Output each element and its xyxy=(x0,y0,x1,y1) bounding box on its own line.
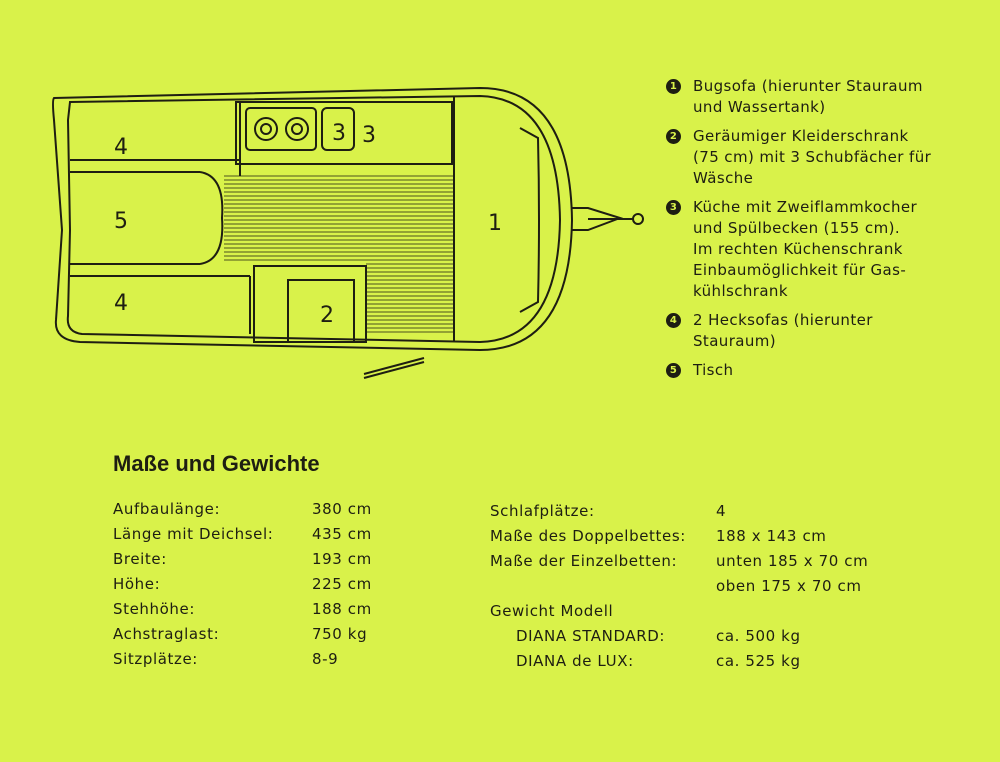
spec-label: Sitzplätze: xyxy=(113,650,198,668)
caravan-floorplan xyxy=(40,80,660,390)
spec-label: Länge mit Deichsel: xyxy=(113,525,274,543)
spec-row xyxy=(490,499,890,524)
dimensions-table-right xyxy=(490,499,890,674)
legend-text: Bugsofa (hierunter Stauraum und Wassertank) xyxy=(693,77,923,116)
spec-value: oben 175 x 70 cm xyxy=(716,577,862,595)
legend-item xyxy=(666,360,966,381)
legend-text: Geräumiger Kleiderschrank (75 cm) mit 3 Schubfächer für Wäsche xyxy=(693,127,932,187)
spec-label: Gewicht Modell xyxy=(490,602,614,620)
spec-value: 193 cm xyxy=(312,550,372,568)
spec-row xyxy=(490,649,890,674)
spec-row xyxy=(113,647,413,672)
legend-text: Tisch xyxy=(693,361,734,379)
label-table: 5 xyxy=(114,209,128,234)
legend-item xyxy=(666,197,966,302)
floorplan-legend xyxy=(666,76,966,389)
dimensions-table-left xyxy=(113,497,413,672)
label-sink: 3 xyxy=(332,121,346,146)
legend-number-badge: 5 xyxy=(666,363,681,378)
spec-row xyxy=(490,624,890,649)
spec-row xyxy=(113,622,413,647)
spec-row xyxy=(490,574,890,599)
spec-value: 188 x 143 cm xyxy=(716,527,827,545)
spec-label: Schlafplätze: xyxy=(490,502,595,520)
label-bow-sofa: 1 xyxy=(488,211,502,236)
spec-value: 750 kg xyxy=(312,625,368,643)
spec-label: Maße der Einzelbetten: xyxy=(490,552,678,570)
floor-hatching xyxy=(224,176,454,332)
legend-text: 2 Hecksofas (hierunter Stauraum) xyxy=(693,311,873,350)
spec-value: 380 cm xyxy=(312,500,372,518)
spec-row xyxy=(490,524,890,549)
spec-value: 8-9 xyxy=(312,650,339,668)
spec-row xyxy=(490,599,890,624)
spec-row xyxy=(113,522,413,547)
label-wardrobe: 2 xyxy=(320,303,334,328)
label-kitchen: 3 xyxy=(362,123,376,148)
spec-label: Breite: xyxy=(113,550,167,568)
legend-number-badge: 1 xyxy=(666,79,681,94)
spec-label: DIANA STANDARD: xyxy=(516,627,666,645)
section-heading: Maße und Gewichte xyxy=(113,451,320,476)
spec-row xyxy=(113,572,413,597)
spec-value: ca. 500 kg xyxy=(716,627,801,645)
legend-number-badge: 4 xyxy=(666,313,681,328)
spec-label: Stehhöhe: xyxy=(113,600,196,618)
legend-item xyxy=(666,310,966,352)
legend-item xyxy=(666,126,966,189)
spec-label: Höhe: xyxy=(113,575,161,593)
spec-label: DIANA de LUX: xyxy=(516,652,634,670)
spec-row xyxy=(490,549,890,574)
legend-number-badge: 2 xyxy=(666,129,681,144)
spec-value: 435 cm xyxy=(312,525,372,543)
spec-label: Maße des Doppelbettes: xyxy=(490,527,686,545)
spec-label: Achstraglast: xyxy=(113,625,220,643)
legend-text: Küche mit Zweiflammkocher und Spülbecken (155 cm). Im rechten Küchenschrank Einbaumöglichkeit für Gas- kühlschrank xyxy=(693,198,918,300)
spec-value: 4 xyxy=(716,502,727,520)
label-rear-sofa-bottom: 4 xyxy=(114,291,128,316)
legend-item xyxy=(666,76,966,118)
spec-value: 188 cm xyxy=(312,600,372,618)
spec-row xyxy=(113,597,413,622)
spec-row xyxy=(113,497,413,522)
spec-value: unten 185 x 70 cm xyxy=(716,552,869,570)
caravan-inner-wall xyxy=(68,96,560,342)
spec-value: 225 cm xyxy=(312,575,372,593)
label-rear-sofa-top: 4 xyxy=(114,135,128,160)
spec-row xyxy=(113,547,413,572)
spec-value: ca. 525 kg xyxy=(716,652,801,670)
legend-number-badge: 3 xyxy=(666,200,681,215)
spec-label: Aufbaulänge: xyxy=(113,500,221,518)
